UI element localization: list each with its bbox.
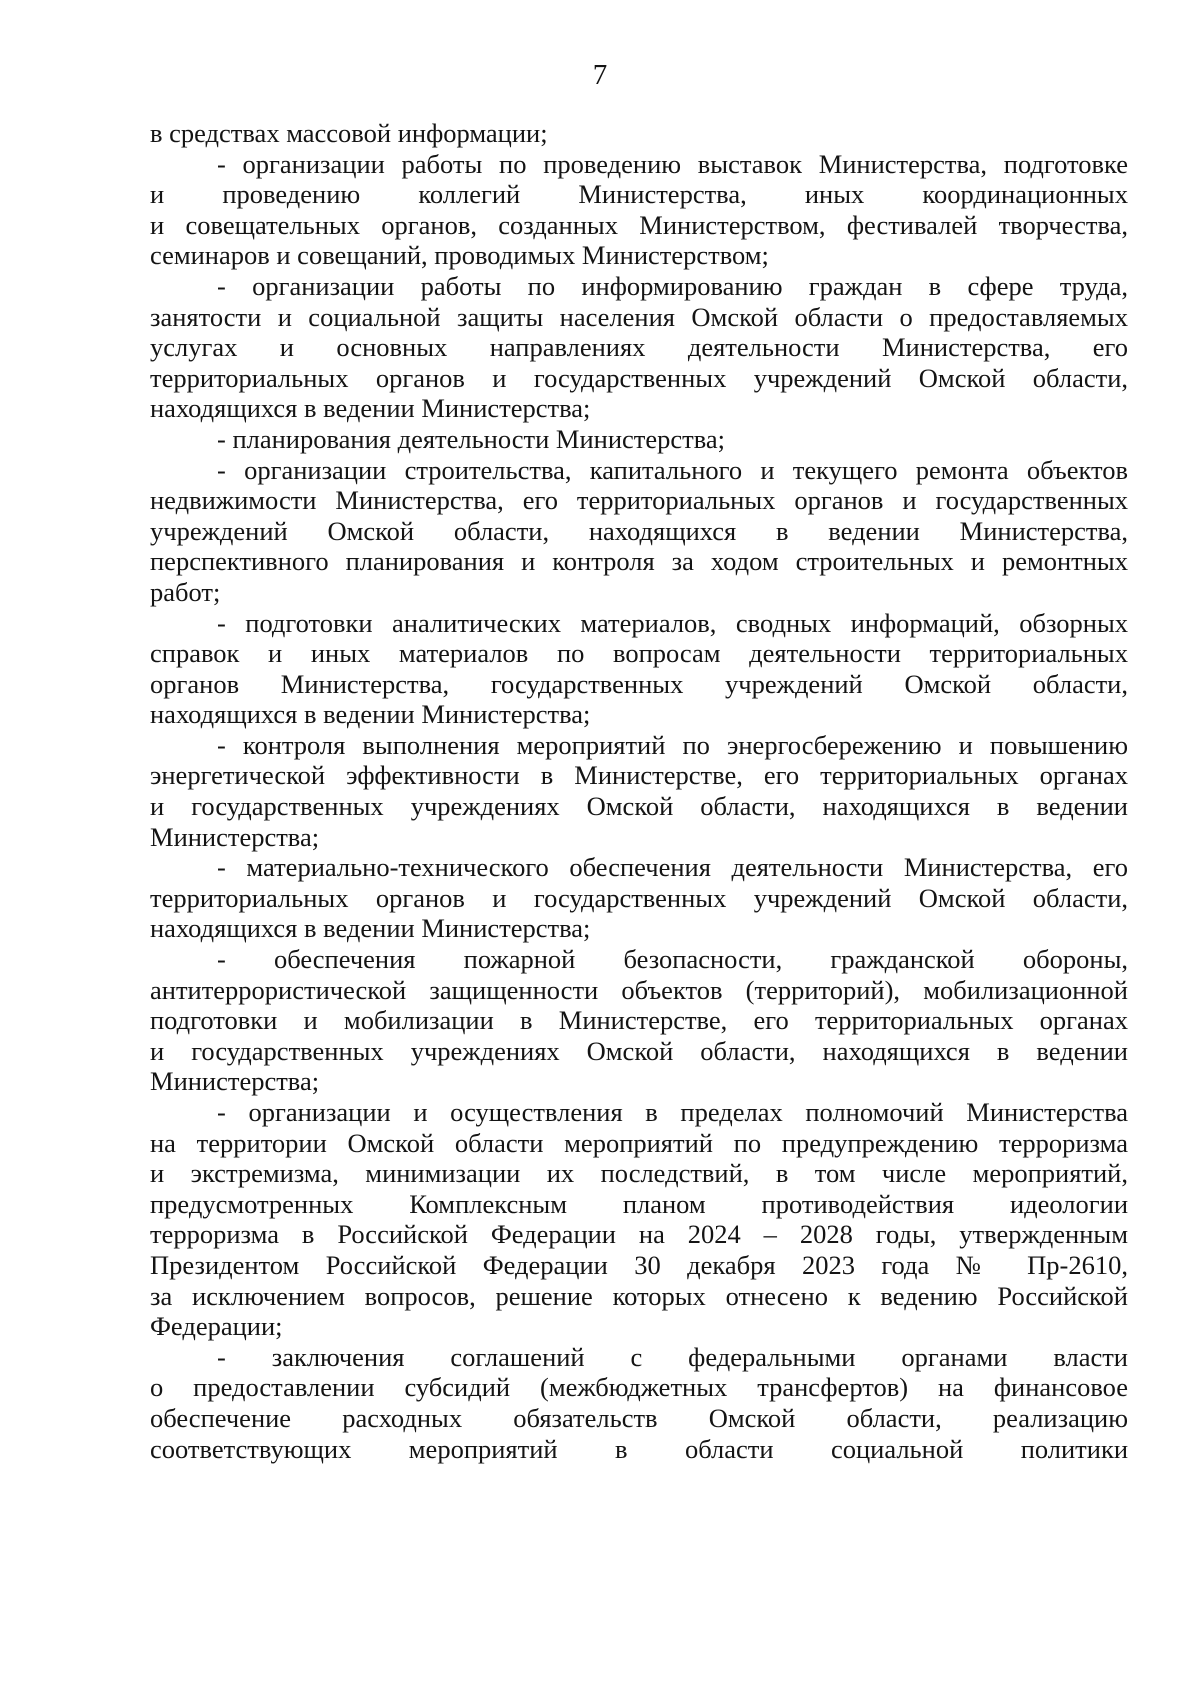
text-line: услугах и основных направлениях деятельности Министерства, его (150, 332, 1128, 363)
text-line: территориальных органов и государственных учреждений Омской области, (150, 362, 1128, 393)
text-line: - организации и осуществления в пределах полномочий Министерства (217, 1097, 1128, 1127)
text-line: - организации работы по проведению выставок Министерства, подготовке (217, 148, 1128, 179)
paragraph (150, 608, 1128, 730)
paragraph (150, 1097, 1128, 1342)
text-line: Министерства; (150, 1066, 320, 1097)
text-line: недвижимости Министерства, его территориальных органов и государственных (150, 485, 1128, 516)
paragraph (150, 149, 1128, 271)
text-line: учреждений Омской области, находящихся в ведении Министерства, (150, 515, 1128, 546)
text-line: - материально-технического обеспечения деятельности Министерства, его (217, 852, 1128, 883)
document-body (150, 118, 1128, 1464)
text-line: обеспечение расходных обязательств Омской области, реализацию (150, 1402, 1128, 1433)
text-line: и проведению коллегий Министерства, иных координационных (150, 179, 1128, 210)
text-line: и совещательных органов, созданных Министерством, фестивалей творчества, (150, 209, 1128, 240)
paragraph (150, 852, 1128, 944)
text-line: - подготовки аналитических материалов, сводных информаций, обзорных (217, 607, 1128, 638)
text-line: - контроля выполнения мероприятий по энергосбережению и повышению (217, 729, 1128, 760)
text-line: находящихся в ведении Министерства; (150, 913, 591, 944)
text-line: - организации работы по информированию граждан в сфере труда, (217, 270, 1128, 301)
text-line: в средствах массовой информации; (150, 118, 548, 148)
paragraph (150, 424, 1128, 455)
paragraph (150, 455, 1128, 608)
text-line: о предоставлении субсидий (межбюджетных трансфертов) на финансовое (150, 1372, 1128, 1403)
text-line: Президентом Российской Федерации 30 декабря 2023 года № Пр-2610, (150, 1249, 1128, 1280)
text-line: территориальных органов и государственных учреждений Омской области, (150, 882, 1128, 913)
text-line: Федерации; (150, 1311, 283, 1342)
text-line: работ; (150, 576, 221, 607)
text-line: Министерства; (150, 821, 320, 852)
paragraph (150, 271, 1128, 424)
text-line: - обеспечения пожарной безопасности, гражданской обороны, (217, 944, 1128, 975)
text-line: находящихся в ведении Министерства; (150, 393, 591, 424)
text-line: - заключения соглашений с федеральными органами власти (217, 1341, 1128, 1372)
paragraph (150, 1342, 1128, 1464)
text-line: предусмотренных Комплексным планом противодействия идеологии (150, 1188, 1128, 1219)
text-line: семинаров и совещаний, проводимых Министерством; (150, 240, 769, 271)
text-line: - организации строительства, капитального и текущего ремонта объектов (217, 454, 1128, 485)
text-line: терроризма в Российской Федерации на 2024 – 2028 годы, утвержденным (150, 1219, 1128, 1250)
text-line: перспективного планирования и контроля за ходом строительных и ремонтных (150, 546, 1128, 577)
paragraph (150, 730, 1128, 852)
text-line: - планирования деятельности Министерства; (217, 423, 726, 454)
text-line: занятости и социальной защиты населения Омской области о предоставляемых (150, 301, 1128, 332)
page-number: 7 (592, 59, 608, 91)
paragraph (150, 944, 1128, 1097)
text-line: справок и иных материалов по вопросам деятельности территориальных (150, 638, 1128, 669)
text-line: органов Министерства, государственных учреждений Омской области, (150, 668, 1128, 699)
text-line: и государственных учреждениях Омской области, находящихся в ведении (150, 1035, 1128, 1066)
text-line: соответствующих мероприятий в области социальной политики (150, 1433, 1128, 1464)
paragraph (150, 118, 1128, 149)
text-line: подготовки и мобилизации в Министерстве, его территориальных органах (150, 1005, 1128, 1036)
text-line: и государственных учреждениях Омской области, находящихся в ведении (150, 791, 1128, 822)
text-line: и экстремизма, минимизации их последствий, в том числе мероприятий, (150, 1158, 1128, 1189)
text-line: за исключением вопросов, решение которых отнесено к ведению Российской (150, 1280, 1128, 1311)
text-line: на территории Омской области мероприятий по предупреждению терроризма (150, 1127, 1128, 1158)
text-line: энергетической эффективности в Министерстве, его территориальных органах (150, 760, 1128, 791)
text-line: находящихся в ведении Министерства; (150, 699, 591, 730)
text-line: антитеррористической защищенности объектов (территорий), мобилизационной (150, 974, 1128, 1005)
